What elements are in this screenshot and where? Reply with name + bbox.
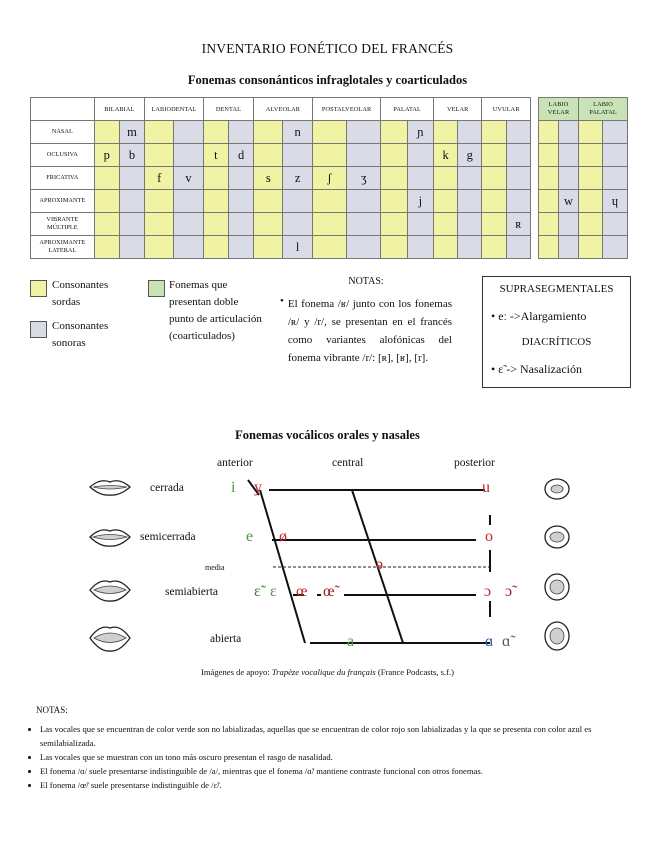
phoneme-cell (347, 190, 381, 213)
phoneme-cell (506, 121, 530, 144)
phoneme-cell (145, 121, 174, 144)
row-header: APROXIMANTE LATERAL (31, 236, 95, 259)
table-row (31, 190, 531, 213)
diacritics-heading: DIACRÍTICOS (521, 336, 592, 348)
phoneme-cell (407, 213, 433, 236)
phoneme-cell (254, 213, 283, 236)
phoneme-cell (506, 190, 530, 213)
column-header: BILABIAL (94, 98, 145, 121)
consonants-subtitle: Fonemas consonánticos infraglotales y coarticulados (187, 73, 468, 87)
phoneme-cell (145, 213, 174, 236)
coart-cell (603, 213, 628, 236)
coart-row (539, 190, 628, 213)
coart-row (539, 121, 628, 144)
vowel-schwa: ə (376, 556, 384, 573)
row-header: OCLUSIVA (31, 144, 95, 167)
phoneme-cell (458, 213, 482, 236)
phoneme-cell: g (458, 144, 482, 167)
phoneme-cell (283, 190, 312, 213)
vowel-o: o (485, 528, 493, 545)
coart-cell (603, 167, 628, 190)
phoneme-cell: j (407, 190, 433, 213)
phoneme-cell (407, 236, 433, 259)
row-header: APROXIMANTE (31, 190, 95, 213)
phoneme-cell (433, 236, 457, 259)
phoneme-cell (482, 167, 506, 190)
supra-nasal: • ɛ̃ -> Nasalización (491, 362, 582, 376)
phoneme-cell (312, 190, 346, 213)
phoneme-cell (347, 121, 381, 144)
vowel-u: u (482, 479, 490, 496)
coart-cell (579, 121, 603, 144)
row-header: NASAL (31, 121, 95, 144)
coart-row (539, 213, 628, 236)
phoneme-cell: ɲ (407, 121, 433, 144)
phoneme-cell (119, 213, 144, 236)
phoneme-cell (228, 167, 253, 190)
vowel-alpha: ɑ (485, 633, 494, 650)
phoneme-cell (482, 144, 506, 167)
table-corner (31, 98, 95, 121)
label-media: media (205, 563, 225, 572)
supra-length: • eː ->Alargamiento (491, 309, 587, 323)
phoneme-cell (228, 213, 253, 236)
lips-rounded-icon-4 (543, 620, 571, 652)
coart-cell (539, 121, 559, 144)
note-item: • El fonema /ɑ/ suele presentarse indistinguible de /a/, mientras que el fonema /ɑ̃/ mantiene contraste funcional con otros fonemas. (40, 764, 638, 778)
lips-open-icon (88, 622, 132, 654)
phoneme-cell (482, 213, 506, 236)
note-item: • El fonema /œ̃/ suele presentarse indistinguible de /ɛ̃/. (40, 778, 638, 792)
notes-vowels-heading: NOTAS: (36, 705, 68, 715)
table-row (31, 144, 531, 167)
label-abierta: abierta (210, 633, 242, 645)
legend-swatch-sonoras (30, 321, 47, 338)
lips-rounded-icon-3 (543, 572, 571, 602)
coart-column-header: LABIO PALATAL (579, 98, 628, 121)
coart-cell (539, 167, 559, 190)
phoneme-cell (254, 144, 283, 167)
coart-cell (579, 167, 603, 190)
phoneme-cell (203, 121, 228, 144)
phoneme-cell (347, 144, 381, 167)
phoneme-cell (94, 121, 119, 144)
phoneme-cell: t (203, 144, 228, 167)
phoneme-cell (174, 190, 203, 213)
label-posterior: posterior (454, 457, 495, 469)
phoneme-cell (482, 121, 506, 144)
coart-row (539, 144, 628, 167)
column-header: POSTALVEOLAR (312, 98, 381, 121)
coart-cell (579, 213, 603, 236)
lips-rounded-icon-2 (543, 524, 571, 550)
vowel-i: i (231, 479, 236, 496)
legend-sonoras: Consonantes sonoras (52, 320, 109, 349)
notes-text: El fonema /ʁ/ junto con los fonemas /ʀ/ y /r/, se presentan en el francés como variantes alofónicas del fonema vibrante /r/: [ʀ], [ʁ], [r]. (287, 298, 452, 364)
coart-column-header: LABIO VELAR (539, 98, 579, 121)
label-anterior: anterior (217, 457, 253, 469)
phoneme-cell (254, 190, 283, 213)
coart-cell (579, 236, 603, 259)
notes-consonants: NOTAS: • El fonema /ʁ/ junto con los fonemas /ʀ/ y /r/, se presentan en el francés como variantes alofónicas del fonema vibrante /r/: [ʀ], [ʁ], [r]. (280, 276, 452, 367)
table-header-row (31, 98, 531, 121)
label-cerrada: cerrada (150, 482, 184, 494)
phoneme-cell (94, 190, 119, 213)
phoneme-cell (381, 167, 407, 190)
consonant-table (30, 97, 531, 259)
phoneme-cell (94, 236, 119, 259)
note-item: • Las vocales que se encuentran de color verde son no labializadas, aquellas que se encuentran de color rojo son labializadas y la que se presenta con color azul es semilabializada. (40, 722, 638, 750)
phoneme-cell (228, 121, 253, 144)
coart-cell (559, 213, 579, 236)
phoneme-cell (203, 167, 228, 190)
phoneme-cell (254, 236, 283, 259)
legend-sordas: Consonantes sordas (52, 279, 109, 308)
phoneme-cell (119, 236, 144, 259)
legend-swatch-sordas (30, 280, 47, 297)
vowel-open-o: ɔ (484, 583, 492, 600)
coart-cell (559, 236, 579, 259)
vowel-epsilon: ɛ (270, 583, 277, 600)
phoneme-cell (433, 213, 457, 236)
phoneme-cell (433, 167, 457, 190)
phoneme-cell (94, 213, 119, 236)
column-header: DENTAL (203, 98, 254, 121)
vowels-subtitle: Fonemas vocálicos orales y nasales (235, 428, 420, 442)
phoneme-cell (381, 213, 407, 236)
phoneme-cell (283, 144, 312, 167)
phoneme-cell: b (119, 144, 144, 167)
coart-cell: w (559, 190, 579, 213)
coart-cell (603, 121, 628, 144)
phoneme-cell (145, 144, 174, 167)
suprasegmental-box (482, 276, 631, 388)
coart-cell (559, 144, 579, 167)
phoneme-cell (174, 121, 203, 144)
column-header: ALVEOLAR (254, 98, 313, 121)
phoneme-cell (381, 236, 407, 259)
table-row (31, 121, 531, 144)
supra-heading: SUPRASEGMENTALES (499, 283, 614, 295)
phoneme-cell: k (433, 144, 457, 167)
phoneme-cell: v (174, 167, 203, 190)
phoneme-cell (119, 190, 144, 213)
label-semicerrada: semicerrada (140, 531, 196, 543)
vowel-oe: œ (296, 583, 308, 600)
vowel-y: y (254, 479, 262, 496)
notes-heading: NOTAS: (348, 276, 384, 287)
label-semiabierta: semiabierta (165, 586, 219, 598)
lips-spread-icon-1 (88, 476, 132, 498)
phoneme-cell: d (228, 144, 253, 167)
column-header: UVULAR (482, 98, 531, 121)
phoneme-cell (506, 167, 530, 190)
phoneme-cell (458, 121, 482, 144)
phoneme-cell (283, 213, 312, 236)
coart-cell (539, 213, 559, 236)
table-row (31, 213, 531, 236)
phoneme-cell (407, 167, 433, 190)
phoneme-cell (145, 236, 174, 259)
coart-cell (579, 144, 603, 167)
vowel-alpha-nasal: ɑ̃ (502, 633, 511, 650)
phoneme-cell (174, 236, 203, 259)
phoneme-cell (94, 167, 119, 190)
coart-row (539, 167, 628, 190)
coart-cell (539, 236, 559, 259)
phoneme-cell (482, 236, 506, 259)
phoneme-cell (482, 190, 506, 213)
phoneme-cell: ʀ (506, 213, 530, 236)
phoneme-cell: ʃ (312, 167, 346, 190)
phoneme-cell (433, 190, 457, 213)
phoneme-cell (174, 144, 203, 167)
phoneme-cell (228, 190, 253, 213)
phoneme-cell (458, 236, 482, 259)
phoneme-cell (145, 190, 174, 213)
coart-cell (539, 144, 559, 167)
coart-header-row (539, 98, 628, 121)
phoneme-cell (347, 236, 381, 259)
coarticulated-table (538, 97, 628, 259)
vowel-open-o-nasal: ɔ̃ (505, 583, 513, 600)
phoneme-cell: n (283, 121, 312, 144)
page-title: INVENTARIO FONÉTICO DEL FRANCÉS (201, 41, 454, 56)
row-header: VIBRANTE MÚLTIPLE (31, 213, 95, 236)
phoneme-cell: z (283, 167, 312, 190)
phoneme-cell (312, 213, 346, 236)
vowel-oe-nasal: œ̃ (323, 583, 335, 600)
lips-spread-icon-2 (88, 525, 132, 549)
phoneme-cell (119, 167, 144, 190)
phoneme-cell (381, 190, 407, 213)
note-item: • Las vocales que se muestran con un tono más oscuro presentan el rasgo de nasalidad. (40, 750, 638, 764)
phoneme-cell (203, 213, 228, 236)
phoneme-cell: f (145, 167, 174, 190)
phoneme-cell (347, 213, 381, 236)
vowel-a: a (347, 633, 355, 650)
coart-cell (559, 121, 579, 144)
phoneme-cell (381, 144, 407, 167)
phoneme-cell (312, 144, 346, 167)
phoneme-cell (506, 144, 530, 167)
table-row (31, 167, 531, 190)
column-header: VELAR (433, 98, 481, 121)
phoneme-cell: s (254, 167, 283, 190)
coart-cell (559, 167, 579, 190)
phoneme-cell (203, 190, 228, 213)
row-header: FRICATIVA (31, 167, 95, 190)
table-row (31, 236, 531, 259)
coart-cell (539, 190, 559, 213)
coart-cell (603, 144, 628, 167)
column-header: LABIODENTAL (145, 98, 204, 121)
coart-cell (579, 190, 603, 213)
coart-row (539, 236, 628, 259)
column-header: PALATAL (381, 98, 434, 121)
phoneme-cell (433, 121, 457, 144)
lips-spread-icon-3 (88, 576, 132, 604)
phoneme-cell (203, 236, 228, 259)
phoneme-cell (381, 121, 407, 144)
notes-vowels-list (26, 722, 638, 792)
legend-swatch-coarticulados (148, 280, 165, 297)
coart-cell (603, 236, 628, 259)
phoneme-cell: p (94, 144, 119, 167)
vowel-e-nasal: ɛ̃ (254, 583, 261, 600)
coart-cell: ɥ (603, 190, 628, 213)
phoneme-cell (312, 236, 346, 259)
legend-coarticulados: Fonemas que presentan doble punto de articulación (coarticulados) (169, 279, 262, 342)
lips-rounded-icon-1 (543, 477, 571, 501)
phoneme-cell (458, 167, 482, 190)
phoneme-cell (407, 144, 433, 167)
phoneme-cell: l (283, 236, 312, 259)
image-caption: Imágenes de apoyo: Trapèze vocalique du français (France Podcasts, s.f.) (201, 667, 454, 677)
vowel-o-slash: ø (279, 528, 287, 545)
phoneme-cell (458, 190, 482, 213)
vowel-e: e (246, 528, 254, 545)
phoneme-cell (312, 121, 346, 144)
phoneme-cell (254, 121, 283, 144)
phoneme-cell (228, 236, 253, 259)
phoneme-cell (506, 236, 530, 259)
phoneme-cell: m (119, 121, 144, 144)
phoneme-cell (174, 213, 203, 236)
label-central: central (332, 457, 364, 469)
phoneme-cell: ʒ (347, 167, 381, 190)
